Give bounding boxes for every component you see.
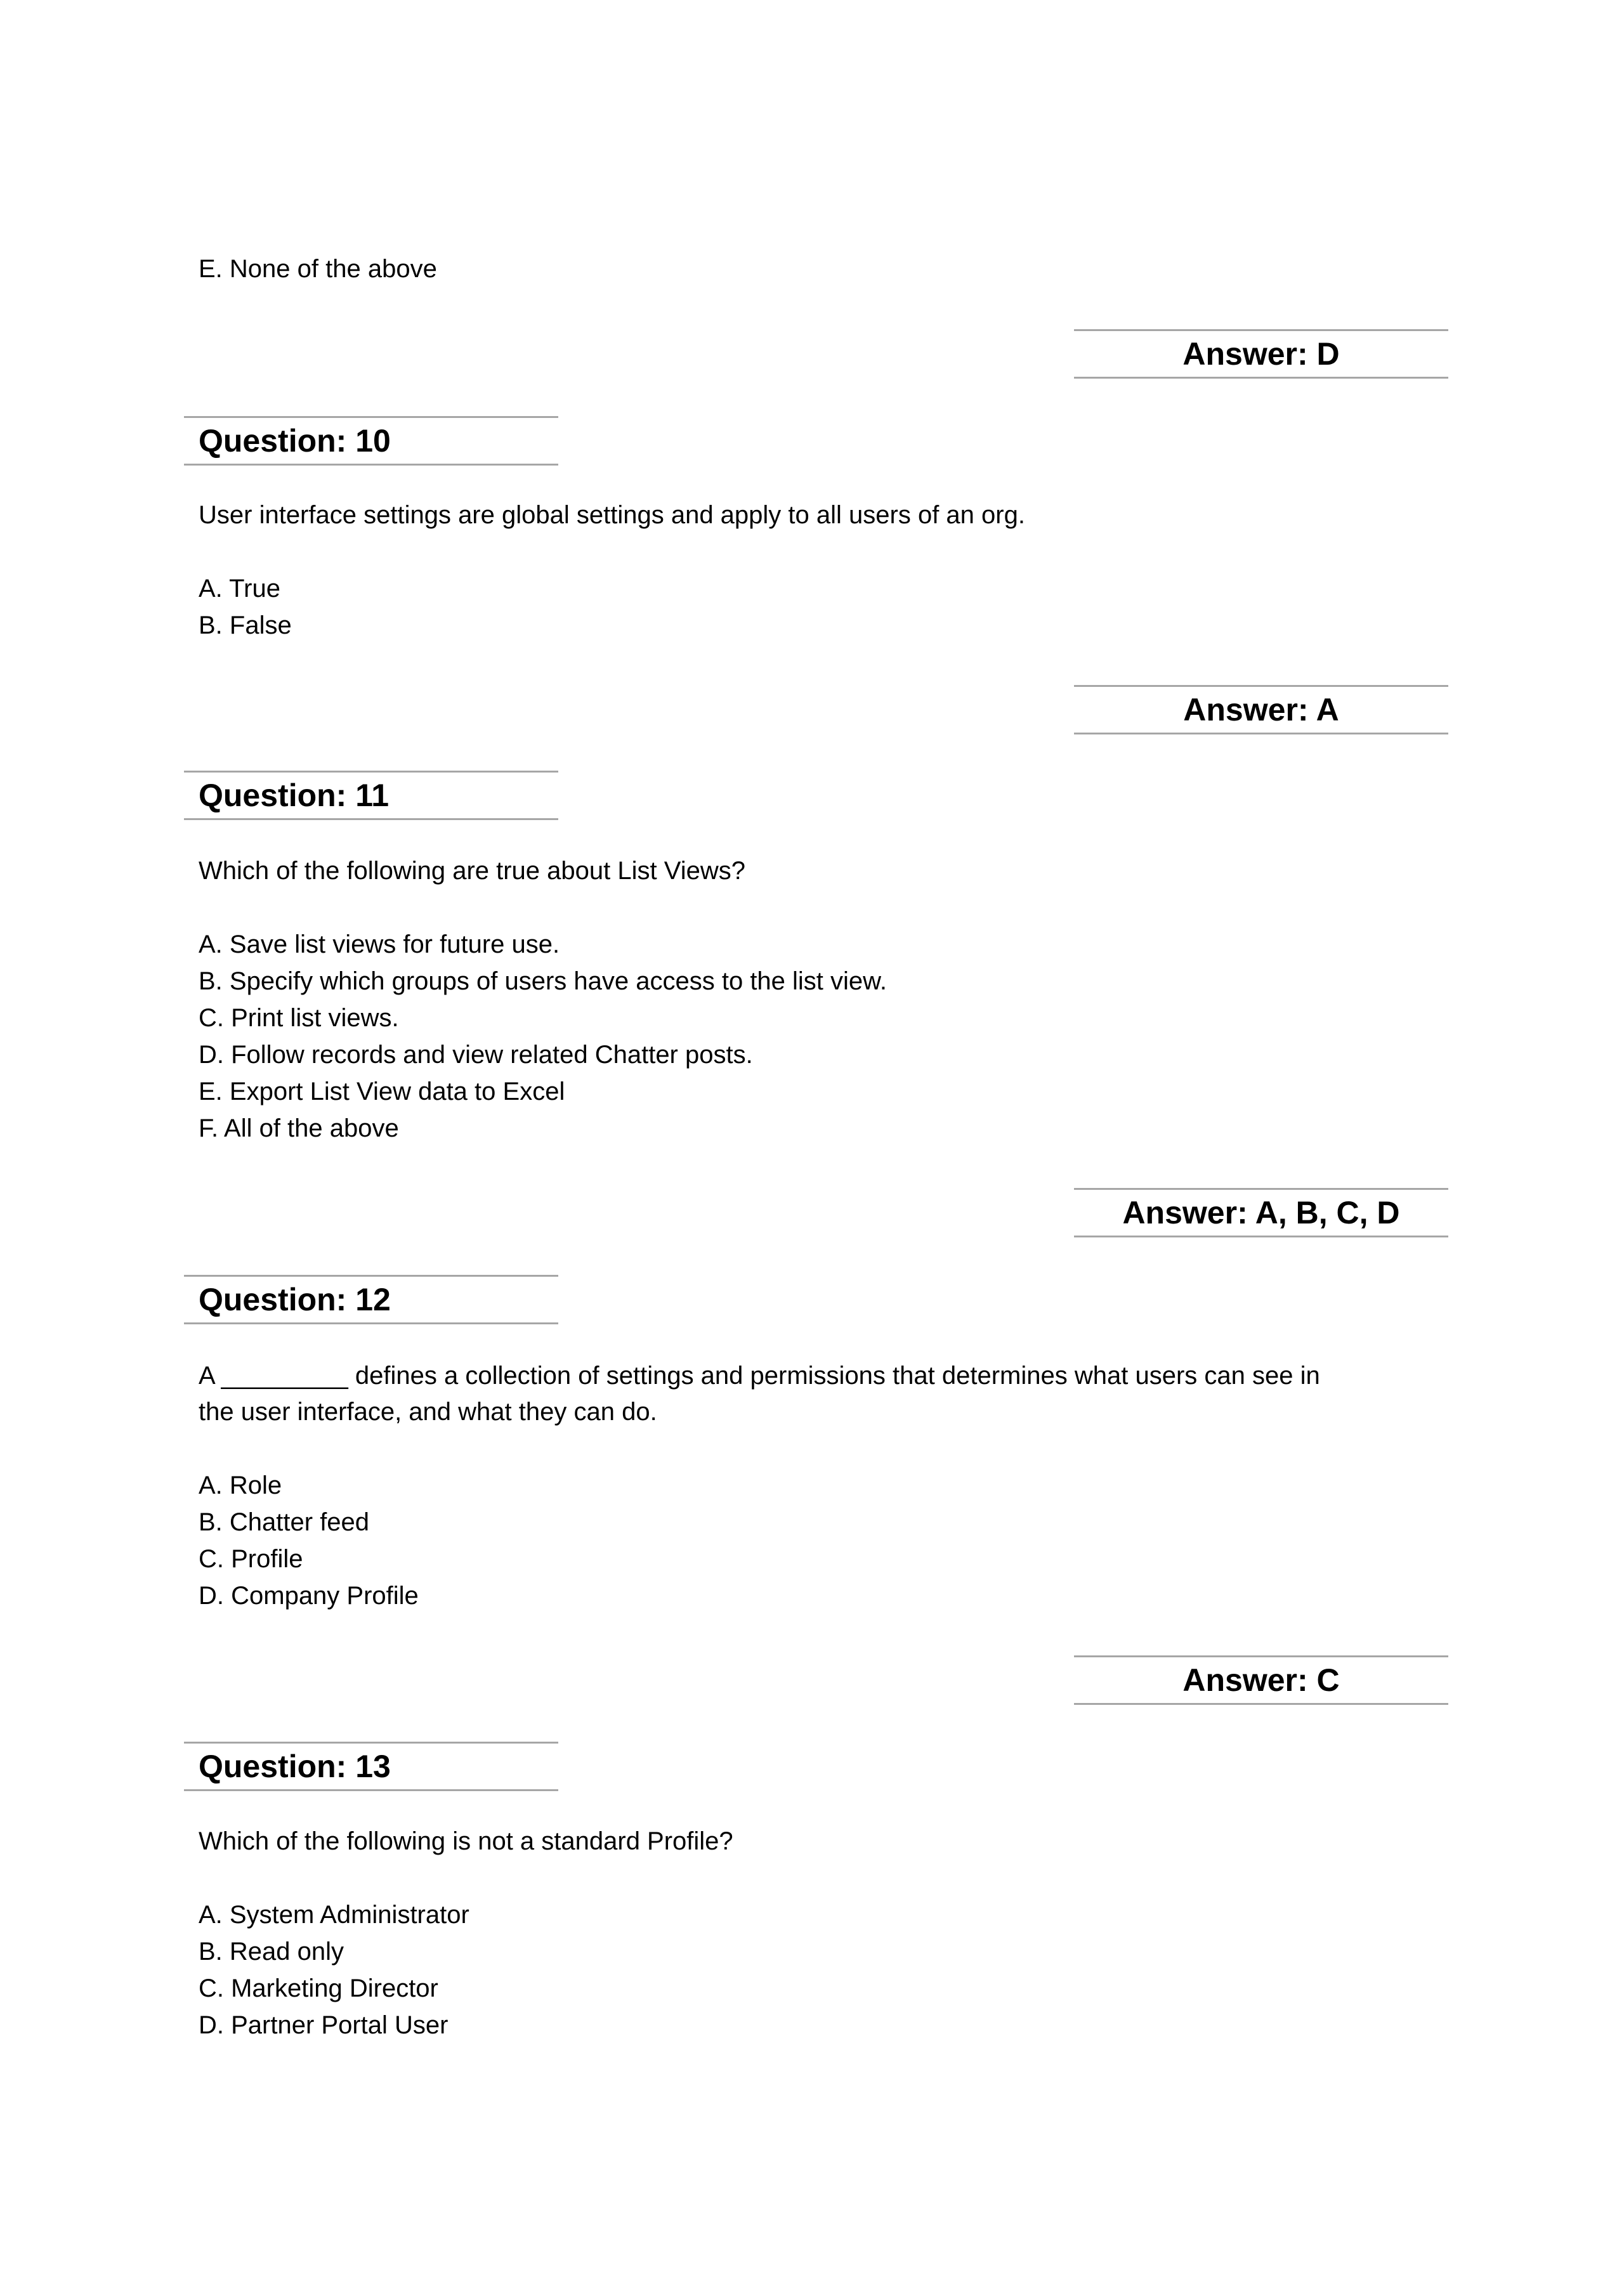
q9-answer-box [1074,329,1448,379]
q12-option-c: C. Profile [199,1545,303,1573]
q12-heading-box [184,1275,558,1324]
q10-option-a: A. True [199,575,280,603]
q12-answer: Answer: C [1182,1662,1340,1698]
q11-option-d: D. Follow records and view related Chatter posts. [199,1041,753,1069]
q9-option-e: E. None of the above [199,255,437,283]
q10-option-b: B. False [199,611,292,639]
q10-answer: Answer: A [1183,692,1339,727]
q13-option-a: A. System Administrator [199,1901,469,1929]
q11-text: Which of the following are true about List Views? [199,857,745,885]
q11-option-f: F. All of the above [199,1114,399,1142]
q12-answer-box [1074,1655,1448,1705]
q13-heading: Question: 13 [199,1749,391,1784]
q13-option-c: C. Marketing Director [199,1974,438,2002]
q11-answer-box [1074,1188,1448,1237]
q11-option-e: E. Export List View data to Excel [199,1078,565,1106]
q10-text: User interface settings are global settings and apply to all users of an org. [199,501,1025,529]
q13-heading-box [184,1742,558,1791]
q11-option-b: B. Specify which groups of users have access to the list view. [199,967,887,995]
q9-answer: Answer: D [1182,336,1340,372]
q13-text: Which of the following is not a standard Profile? [199,1827,733,1855]
q10-heading-box [184,416,558,466]
q12-heading: Question: 12 [199,1282,391,1317]
q11-option-a: A. Save list views for future use. [199,930,560,958]
q10-heading: Question: 10 [199,423,391,459]
q12-option-a: A. Role [199,1471,282,1499]
q10-answer-box [1074,685,1448,734]
q13-option-d: D. Partner Portal User [199,2011,449,2039]
q11-answer: Answer: A, B, C, D [1122,1195,1400,1230]
q11-option-c: C. Print list views. [199,1004,399,1032]
q11-heading-box [184,771,558,820]
q12-text-line2: the user interface, and what they can do. [199,1398,657,1426]
q11-heading: Question: 11 [199,778,390,813]
q12-text-line1: A _________ defines a collection of settings and permissions that determines what users can see in [199,1362,1320,1390]
q12-option-b: B. Chatter feed [199,1508,370,1536]
q13-option-b: B. Read only [199,1938,344,1966]
q12-option-d: D. Company Profile [199,1582,419,1610]
